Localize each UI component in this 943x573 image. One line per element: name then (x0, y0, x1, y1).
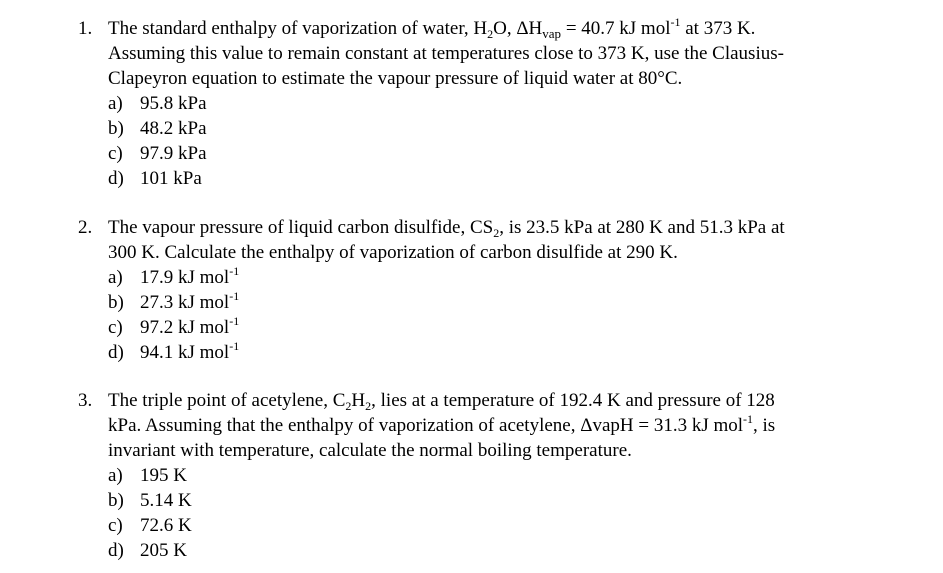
answer-option-a[interactable]: a) 95.8 kPa (108, 93, 207, 114)
answer-option-b[interactable]: b) 5.14 K (108, 490, 192, 511)
answer-options (108, 265, 239, 365)
question-line: Assuming this value to remain constant at temperatures close to 373 K, use the Clausius- (108, 43, 784, 64)
question-number: 3. (78, 390, 93, 411)
question-number: 2. (78, 217, 93, 238)
question-text (108, 388, 775, 463)
answer-options (108, 463, 192, 563)
answer-option-d[interactable]: d) 101 kPa (108, 168, 202, 189)
answer-option-a[interactable]: a) 17.9 kJ mol$^{-1}$ (108, 264, 240, 288)
question-text (108, 16, 784, 91)
answer-option-a[interactable]: a) 195 K (108, 465, 187, 486)
question-number: 1. (78, 18, 93, 39)
answer-option-d[interactable]: d) 94.1 kJ mol$^{-1}$ (108, 339, 240, 363)
answer-option-b[interactable]: b) 48.2 kPa (108, 118, 207, 139)
question-line: kPa. Assuming that the enthalpy of vaporization of acetylene, ΔvapH = 31.3 kJ mol$^{-1}$, is (108, 412, 776, 436)
answer-option-c[interactable]: c) 72.6 K (108, 515, 192, 536)
answer-option-c[interactable]: c) 97.9 kPa (108, 143, 207, 164)
question-line: The standard enthalpy of vaporization of water, $H_2O$, $\Delta H_{vap} = 40.7$ kJ mol$^{-1}$ at 373 K. (108, 15, 756, 41)
question-line: Clapeyron equation to estimate the vapour pressure of liquid water at 80°C. (108, 68, 683, 89)
answer-option-d[interactable]: d) 205 K (108, 540, 187, 561)
question-line: 300 K. Calculate the enthalpy of vaporization of carbon disulfide at 290 K. (108, 242, 678, 263)
answer-option-b[interactable]: b) 27.3 kJ mol$^{-1}$ (108, 289, 240, 313)
question-text (108, 215, 785, 265)
answer-options (108, 91, 207, 191)
question-line: The vapour pressure of liquid carbon disulfide, $CS_2$, is 23.5 kPa at 280 K and 51.3 kPa at (108, 217, 785, 240)
question-line: invariant with temperature, calculate the normal boiling temperature. (108, 440, 632, 461)
question-line: The triple point of acetylene, $C_2H_2$, lies at a temperature of 192.4 K and pressure of 128 (108, 390, 775, 413)
answer-option-c[interactable]: c) 97.2 kJ mol$^{-1}$ (108, 314, 240, 338)
